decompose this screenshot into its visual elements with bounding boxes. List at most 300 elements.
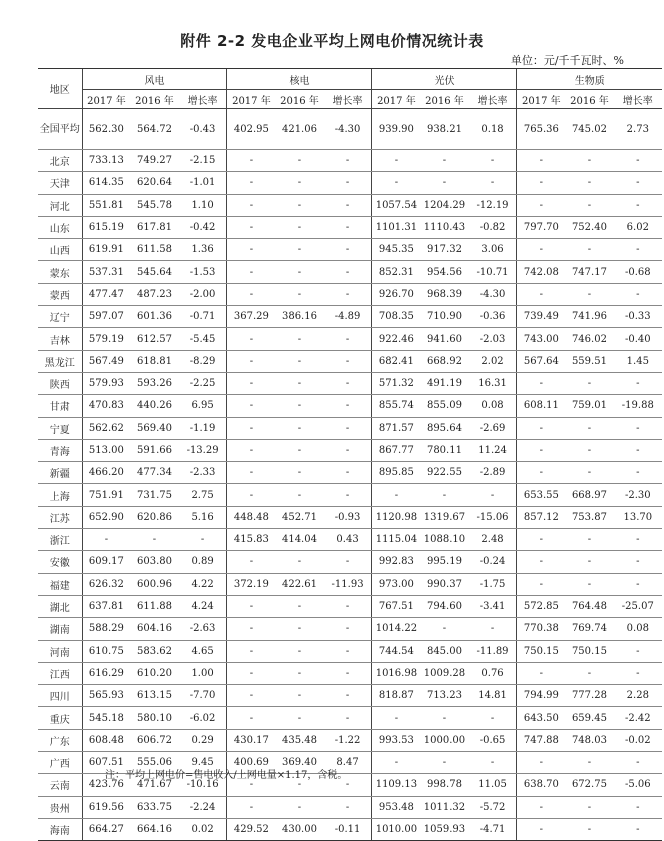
value-cell: 569.40 — [130, 417, 178, 439]
value-cell: 1110.43 — [420, 216, 468, 238]
value-cell: - — [275, 774, 323, 796]
value-cell: - — [517, 283, 565, 305]
value-cell: 682.41 — [372, 350, 420, 372]
table-body — [38, 109, 662, 841]
value-cell: - — [517, 529, 565, 551]
value-cell: 1204.29 — [420, 194, 468, 216]
value-cell: 1.45 — [614, 350, 662, 372]
region-cell: 天津 — [38, 172, 82, 194]
value-cell: - — [227, 439, 275, 461]
value-cell: 583.62 — [130, 640, 178, 662]
value-cell: 953.48 — [372, 796, 420, 818]
value-cell: - — [324, 372, 372, 394]
value-cell: 572.85 — [517, 595, 565, 617]
value-cell: 745.02 — [565, 109, 613, 150]
value-cell: 564.72 — [130, 109, 178, 150]
value-cell: 855.74 — [372, 395, 420, 417]
value-cell: 998.78 — [420, 774, 468, 796]
value-cell: 780.11 — [420, 439, 468, 461]
value-cell: 588.29 — [82, 618, 130, 640]
value-cell: -0.82 — [469, 216, 517, 238]
value-cell: - — [227, 662, 275, 684]
value-cell: -7.70 — [179, 685, 227, 707]
value-cell: 1109.13 — [372, 774, 420, 796]
value-cell: 743.00 — [517, 328, 565, 350]
value-cell: 14.81 — [469, 685, 517, 707]
value-cell: -2.42 — [614, 707, 662, 729]
value-cell: - — [324, 417, 372, 439]
value-cell: 414.04 — [275, 529, 323, 551]
value-cell: 637.81 — [82, 595, 130, 617]
value-cell: - — [275, 462, 323, 484]
value-cell: - — [227, 685, 275, 707]
unit-label: 单位：元/千千瓦时、% — [510, 54, 624, 67]
value-cell: - — [565, 662, 613, 684]
value-cell: - — [517, 551, 565, 573]
value-cell: 1319.67 — [420, 506, 468, 528]
value-cell: - — [469, 707, 517, 729]
region-cell: 广东 — [38, 729, 82, 751]
value-cell: 619.91 — [82, 239, 130, 261]
header-group-biomass: 生物质 — [517, 69, 662, 90]
value-cell: 545.18 — [82, 707, 130, 729]
value-cell: 664.16 — [130, 818, 178, 840]
value-cell: 435.48 — [275, 729, 323, 751]
table-row — [38, 306, 662, 328]
value-cell: -2.30 — [614, 484, 662, 506]
value-cell: 386.16 — [275, 306, 323, 328]
value-cell: 5.16 — [179, 506, 227, 528]
value-cell: 567.64 — [517, 350, 565, 372]
value-cell: - — [565, 796, 613, 818]
value-cell: -0.40 — [614, 328, 662, 350]
value-cell: 922.55 — [420, 462, 468, 484]
value-cell: 746.02 — [565, 328, 613, 350]
value-cell: 579.93 — [82, 372, 130, 394]
value-cell: -10.16 — [179, 774, 227, 796]
value-cell: 713.23 — [420, 685, 468, 707]
value-cell: - — [517, 239, 565, 261]
value-cell: 939.90 — [372, 109, 420, 150]
value-cell: 614.35 — [82, 172, 130, 194]
value-cell: - — [275, 172, 323, 194]
value-cell: 423.76 — [82, 774, 130, 796]
header-sub-2017: 2017 年 — [227, 90, 275, 109]
value-cell: -5.06 — [614, 774, 662, 796]
value-cell: - — [275, 685, 323, 707]
header-sub-2016: 2016 年 — [420, 90, 468, 109]
value-cell: -0.43 — [179, 109, 227, 150]
value-cell: - — [275, 216, 323, 238]
value-cell: 626.32 — [82, 573, 130, 595]
value-cell: -5.72 — [469, 796, 517, 818]
value-cell: - — [227, 150, 275, 172]
value-cell: - — [324, 439, 372, 461]
header-group-solar: 光伏 — [372, 69, 517, 90]
value-cell: - — [275, 328, 323, 350]
value-cell: - — [227, 328, 275, 350]
value-cell: - — [275, 194, 323, 216]
region-cell: 河北 — [38, 194, 82, 216]
value-cell: - — [565, 529, 613, 551]
value-cell: -10.71 — [469, 261, 517, 283]
value-cell: 603.80 — [130, 551, 178, 573]
value-cell: - — [614, 662, 662, 684]
value-cell: 369.40 — [275, 752, 323, 774]
value-cell: - — [275, 618, 323, 640]
value-cell: 619.56 — [82, 796, 130, 818]
value-cell: 764.48 — [565, 595, 613, 617]
value-cell: 2.75 — [179, 484, 227, 506]
value-cell: - — [372, 172, 420, 194]
value-cell: 604.16 — [130, 618, 178, 640]
value-cell: - — [324, 194, 372, 216]
value-cell: 741.96 — [565, 306, 613, 328]
value-cell: - — [614, 529, 662, 551]
value-cell: -0.02 — [614, 729, 662, 751]
value-cell: 477.47 — [82, 283, 130, 305]
value-cell: - — [614, 194, 662, 216]
header-region: 地区 — [38, 69, 82, 109]
header-row-sub — [38, 90, 662, 109]
value-cell: 579.19 — [82, 328, 130, 350]
value-cell: 606.72 — [130, 729, 178, 751]
value-cell: 638.70 — [517, 774, 565, 796]
value-cell: - — [227, 774, 275, 796]
value-cell: 1009.28 — [420, 662, 468, 684]
value-cell: - — [517, 194, 565, 216]
value-cell: 0.08 — [469, 395, 517, 417]
value-cell: - — [227, 417, 275, 439]
value-cell: 1.10 — [179, 194, 227, 216]
value-cell: 11.05 — [469, 774, 517, 796]
value-cell: 739.49 — [517, 306, 565, 328]
value-cell: 609.17 — [82, 551, 130, 573]
value-cell: 402.95 — [227, 109, 275, 150]
value-cell: - — [517, 417, 565, 439]
value-cell: 917.32 — [420, 239, 468, 261]
page-title: 附件 2-2 发电企业平均上网电价情况统计表 — [180, 32, 484, 50]
header-sub-growth: 增长率 — [614, 90, 662, 109]
value-cell: - — [517, 172, 565, 194]
value-cell: 664.27 — [82, 818, 130, 840]
value-cell: 613.15 — [130, 685, 178, 707]
value-cell: 995.19 — [420, 551, 468, 573]
value-cell: 668.92 — [420, 350, 468, 372]
value-cell: -4.71 — [469, 818, 517, 840]
value-cell: - — [227, 239, 275, 261]
value-cell: 1059.93 — [420, 818, 468, 840]
value-cell: - — [565, 239, 613, 261]
table-row — [38, 194, 662, 216]
value-cell: 591.66 — [130, 439, 178, 461]
value-cell: 470.83 — [82, 395, 130, 417]
value-cell: -2.69 — [469, 417, 517, 439]
value-cell: - — [227, 551, 275, 573]
value-cell: 562.62 — [82, 417, 130, 439]
value-cell: 565.93 — [82, 685, 130, 707]
value-cell: 487.23 — [130, 283, 178, 305]
value-cell: 16.31 — [469, 372, 517, 394]
value-cell: - — [227, 796, 275, 818]
region-cell: 福建 — [38, 573, 82, 595]
value-cell: 1.00 — [179, 662, 227, 684]
region-cell: 贵州 — [38, 796, 82, 818]
table-row — [38, 239, 662, 261]
value-cell: 954.56 — [420, 261, 468, 283]
value-cell: - — [227, 172, 275, 194]
table-row — [38, 395, 662, 417]
value-cell: - — [275, 484, 323, 506]
value-cell: 618.81 — [130, 350, 178, 372]
value-cell: 845.00 — [420, 640, 468, 662]
value-cell: 765.36 — [517, 109, 565, 150]
value-cell: -2.25 — [179, 372, 227, 394]
value-cell: 708.35 — [372, 306, 420, 328]
value-cell: - — [324, 350, 372, 372]
value-cell: - — [227, 484, 275, 506]
value-cell: - — [565, 439, 613, 461]
value-cell: - — [372, 150, 420, 172]
table-row — [38, 595, 662, 617]
value-cell: 607.51 — [82, 752, 130, 774]
region-cell: 陕西 — [38, 372, 82, 394]
value-cell: 759.01 — [565, 395, 613, 417]
value-cell: - — [275, 283, 323, 305]
value-cell: 767.51 — [372, 595, 420, 617]
value-cell: 601.36 — [130, 306, 178, 328]
table-row — [38, 707, 662, 729]
value-cell: -6.02 — [179, 707, 227, 729]
value-cell: - — [420, 150, 468, 172]
region-cell: 海南 — [38, 818, 82, 840]
value-cell: 4.24 — [179, 595, 227, 617]
value-cell: - — [227, 194, 275, 216]
value-cell: -0.93 — [324, 506, 372, 528]
value-cell: - — [517, 818, 565, 840]
value-cell: 0.08 — [614, 618, 662, 640]
value-cell: 750.15 — [517, 640, 565, 662]
table-row — [38, 172, 662, 194]
value-cell: - — [324, 774, 372, 796]
value-cell: - — [420, 484, 468, 506]
value-cell: 600.96 — [130, 573, 178, 595]
value-cell: - — [275, 239, 323, 261]
value-cell: 545.78 — [130, 194, 178, 216]
value-cell: - — [324, 216, 372, 238]
value-cell: 2.28 — [614, 685, 662, 707]
header-sub-2016: 2016 年 — [565, 90, 613, 109]
region-cell: 甘肃 — [38, 395, 82, 417]
value-cell: 2.73 — [614, 109, 662, 150]
region-cell: 宁夏 — [38, 417, 82, 439]
value-cell: - — [227, 707, 275, 729]
value-cell: -1.01 — [179, 172, 227, 194]
value-cell: 992.83 — [372, 551, 420, 573]
value-cell: -0.71 — [179, 306, 227, 328]
value-cell: - — [227, 216, 275, 238]
value-cell: - — [227, 372, 275, 394]
value-cell: 11.24 — [469, 439, 517, 461]
value-cell: 633.75 — [130, 796, 178, 818]
value-cell: 1016.98 — [372, 662, 420, 684]
value-cell: 852.31 — [372, 261, 420, 283]
value-cell: 941.60 — [420, 328, 468, 350]
value-cell: -11.89 — [469, 640, 517, 662]
value-cell: - — [324, 618, 372, 640]
value-cell: - — [275, 417, 323, 439]
value-cell: 2.02 — [469, 350, 517, 372]
value-cell: -25.07 — [614, 595, 662, 617]
value-cell: - — [227, 640, 275, 662]
value-cell: -8.29 — [179, 350, 227, 372]
value-cell: - — [565, 372, 613, 394]
value-cell: 751.91 — [82, 484, 130, 506]
value-cell: 593.26 — [130, 372, 178, 394]
value-cell: -1.22 — [324, 729, 372, 751]
value-cell: 744.54 — [372, 640, 420, 662]
value-cell: 794.60 — [420, 595, 468, 617]
value-cell: 6.02 — [614, 216, 662, 238]
value-cell: 0.18 — [469, 109, 517, 150]
value-cell: 770.38 — [517, 618, 565, 640]
value-cell: 440.26 — [130, 395, 178, 417]
value-cell: 545.64 — [130, 261, 178, 283]
value-cell: - — [517, 462, 565, 484]
value-cell: 752.40 — [565, 216, 613, 238]
value-cell: - — [227, 595, 275, 617]
value-cell: -19.88 — [614, 395, 662, 417]
value-cell: 1010.00 — [372, 818, 420, 840]
header-sub-growth: 增长率 — [179, 90, 227, 109]
value-cell: - — [517, 439, 565, 461]
value-cell: 0.02 — [179, 818, 227, 840]
value-cell: - — [614, 372, 662, 394]
value-cell: - — [324, 551, 372, 573]
value-cell: - — [324, 662, 372, 684]
value-cell: - — [324, 484, 372, 506]
value-cell: 597.07 — [82, 306, 130, 328]
value-cell: 1101.31 — [372, 216, 420, 238]
value-cell: -4.30 — [324, 109, 372, 150]
value-cell: 471.67 — [130, 774, 178, 796]
region-cell: 全国平均 — [38, 109, 82, 150]
value-cell: 610.75 — [82, 640, 130, 662]
table-row — [38, 796, 662, 818]
value-cell: -0.33 — [614, 306, 662, 328]
value-cell: - — [565, 172, 613, 194]
value-cell: 753.87 — [565, 506, 613, 528]
value-cell: - — [614, 573, 662, 595]
value-cell: 857.12 — [517, 506, 565, 528]
value-cell: 2.48 — [469, 529, 517, 551]
value-cell: -12.19 — [469, 194, 517, 216]
value-cell: - — [275, 662, 323, 684]
value-cell: 430.00 — [275, 818, 323, 840]
value-cell: - — [469, 172, 517, 194]
value-cell: - — [275, 796, 323, 818]
region-cell: 广西 — [38, 752, 82, 774]
value-cell: - — [275, 372, 323, 394]
value-cell: - — [324, 328, 372, 350]
region-cell: 吉林 — [38, 328, 82, 350]
value-cell: - — [517, 662, 565, 684]
value-cell: 617.81 — [130, 216, 178, 238]
header-sub-2016: 2016 年 — [275, 90, 323, 109]
value-cell: 610.20 — [130, 662, 178, 684]
value-cell: - — [565, 150, 613, 172]
region-cell: 重庆 — [38, 707, 82, 729]
value-cell: - — [372, 484, 420, 506]
value-cell: - — [275, 350, 323, 372]
value-cell: 611.58 — [130, 239, 178, 261]
value-cell: 400.69 — [227, 752, 275, 774]
value-cell: 551.81 — [82, 194, 130, 216]
value-cell: - — [469, 484, 517, 506]
value-cell: 562.30 — [82, 109, 130, 150]
region-cell: 新疆 — [38, 462, 82, 484]
table-row — [38, 350, 662, 372]
value-cell: 938.21 — [420, 109, 468, 150]
value-cell: 0.76 — [469, 662, 517, 684]
region-cell: 蒙东 — [38, 261, 82, 283]
value-cell: - — [565, 818, 613, 840]
value-cell: - — [565, 194, 613, 216]
value-cell: 1088.10 — [420, 529, 468, 551]
value-cell: 855.09 — [420, 395, 468, 417]
value-cell: - — [565, 417, 613, 439]
value-cell: 571.32 — [372, 372, 420, 394]
region-cell: 山东 — [38, 216, 82, 238]
value-cell: -1.75 — [469, 573, 517, 595]
region-cell: 江西 — [38, 662, 82, 684]
region-cell: 云南 — [38, 774, 82, 796]
value-cell: - — [324, 462, 372, 484]
value-cell: 616.29 — [82, 662, 130, 684]
table-row — [38, 551, 662, 573]
value-cell: - — [420, 172, 468, 194]
region-cell: 湖南 — [38, 618, 82, 640]
value-cell: - — [275, 640, 323, 662]
value-cell: - — [324, 395, 372, 417]
value-cell: 0.43 — [324, 529, 372, 551]
value-cell: -2.89 — [469, 462, 517, 484]
region-cell: 北京 — [38, 150, 82, 172]
value-cell: 4.22 — [179, 573, 227, 595]
table-row — [38, 328, 662, 350]
table-row — [38, 261, 662, 283]
value-cell: 731.75 — [130, 484, 178, 506]
header-group-nuclear: 核电 — [227, 69, 372, 90]
value-cell: -2.00 — [179, 283, 227, 305]
value-cell: - — [275, 261, 323, 283]
value-cell: 895.64 — [420, 417, 468, 439]
value-cell: 653.55 — [517, 484, 565, 506]
value-cell: - — [614, 640, 662, 662]
value-cell: -2.24 — [179, 796, 227, 818]
value-cell: -0.42 — [179, 216, 227, 238]
value-cell: -2.15 — [179, 150, 227, 172]
value-cell: 742.08 — [517, 261, 565, 283]
value-cell: 867.77 — [372, 439, 420, 461]
value-cell: 559.51 — [565, 350, 613, 372]
value-cell: 13.70 — [614, 506, 662, 528]
value-cell: - — [275, 551, 323, 573]
value-cell: - — [614, 752, 662, 774]
value-cell: 1120.98 — [372, 506, 420, 528]
value-cell: 733.13 — [82, 150, 130, 172]
value-cell: 747.88 — [517, 729, 565, 751]
